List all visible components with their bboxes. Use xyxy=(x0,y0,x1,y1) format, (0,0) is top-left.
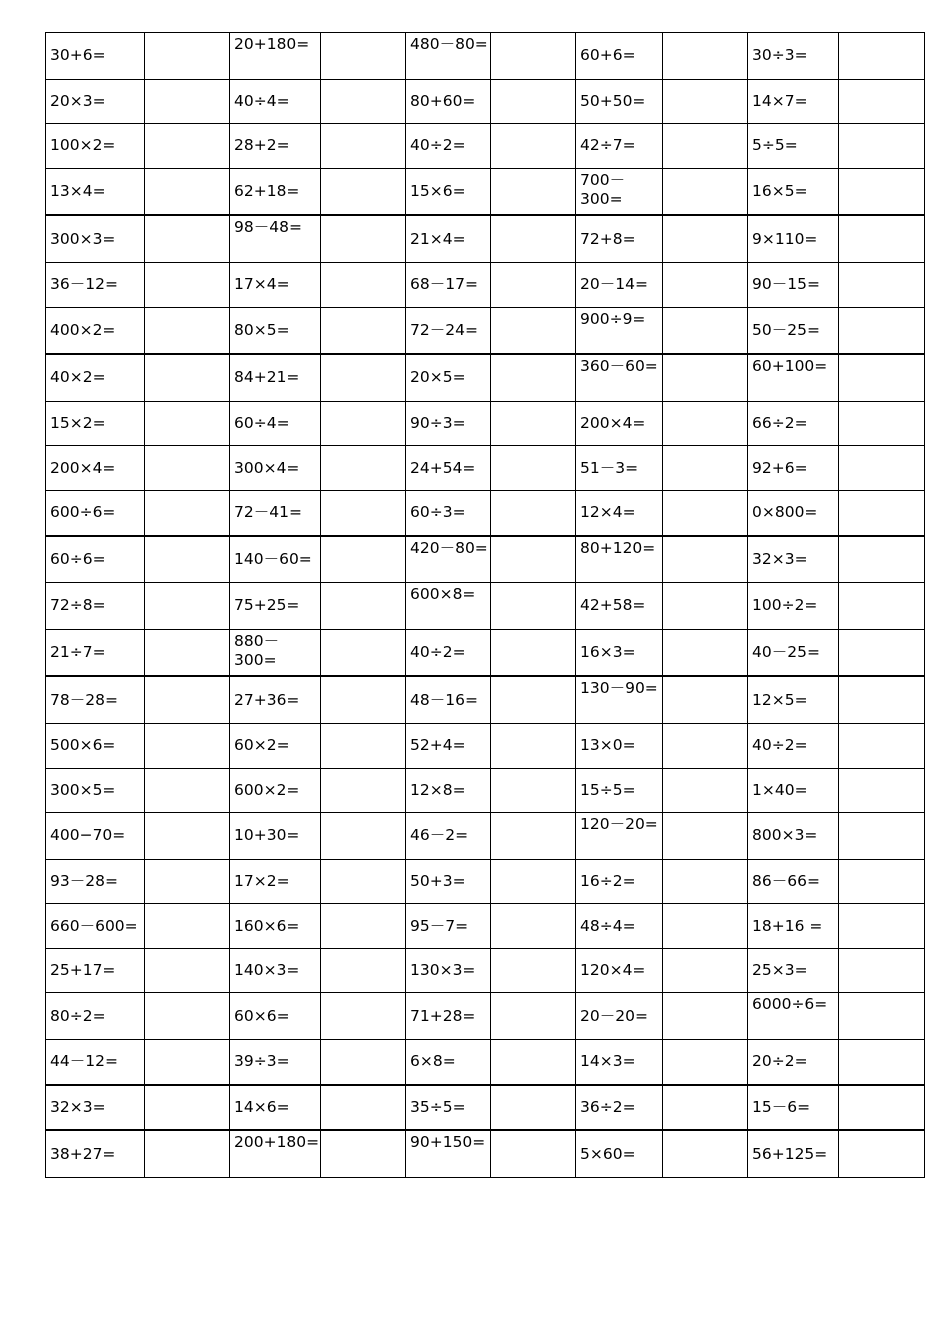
answer-cell[interactable] xyxy=(321,813,406,860)
table-row xyxy=(46,948,925,993)
table-row xyxy=(46,1130,925,1177)
problem-cell: 32×3= xyxy=(46,1085,145,1131)
table-row xyxy=(46,1040,925,1085)
answer-cell[interactable] xyxy=(321,262,406,307)
problem-cell: 800×3= xyxy=(748,813,839,860)
answer-cell[interactable] xyxy=(145,993,230,1040)
arithmetic-worksheet-table xyxy=(45,32,925,1178)
answer-cell[interactable] xyxy=(491,1085,576,1131)
table-row xyxy=(46,1085,925,1131)
answer-cell[interactable] xyxy=(321,1085,406,1131)
problem-cell: 62+18= xyxy=(230,168,321,215)
problem-cell: 20×3= xyxy=(46,79,145,124)
answer-cell[interactable] xyxy=(839,629,925,676)
answer-cell[interactable] xyxy=(839,536,925,583)
problem-cell: 400×2= xyxy=(46,307,145,354)
table-row xyxy=(46,859,925,904)
answer-cell[interactable] xyxy=(839,583,925,630)
problem-cell: 35÷5= xyxy=(406,1085,491,1131)
problem-cell: 16×3= xyxy=(576,629,663,676)
answer-cell[interactable] xyxy=(145,948,230,993)
problem-cell: 75+25= xyxy=(230,583,321,630)
answer-cell[interactable] xyxy=(839,1040,925,1085)
problem-cell: 52+4= xyxy=(406,723,491,768)
answer-cell[interactable] xyxy=(663,168,748,215)
problem-cell: 21÷7= xyxy=(46,629,145,676)
problem-cell: 40÷4= xyxy=(230,79,321,124)
problem-cell: 130×3= xyxy=(406,948,491,993)
problem-cell: 46－2= xyxy=(406,813,491,860)
answer-cell[interactable] xyxy=(145,490,230,535)
problem-cell: 600×8= xyxy=(406,583,491,630)
answer-cell[interactable] xyxy=(663,79,748,124)
table-row xyxy=(46,307,925,354)
answer-cell[interactable] xyxy=(663,262,748,307)
answer-cell[interactable] xyxy=(145,1040,230,1085)
answer-cell[interactable] xyxy=(839,401,925,446)
table-row xyxy=(46,768,925,813)
answer-cell[interactable] xyxy=(321,446,406,491)
problem-cell: 120－20= xyxy=(576,813,663,860)
problem-cell: 80+120= xyxy=(576,536,663,583)
table-row xyxy=(46,33,925,80)
answer-cell[interactable] xyxy=(839,262,925,307)
problem-cell: 90－15= xyxy=(748,262,839,307)
table-row xyxy=(46,813,925,860)
problem-cell: 300×3= xyxy=(46,215,145,262)
problem-cell: 420－80= xyxy=(406,536,491,583)
problem-cell: 71+28= xyxy=(406,993,491,1040)
problem-cell: 17×2= xyxy=(230,859,321,904)
answer-cell[interactable] xyxy=(145,1085,230,1131)
answer-cell[interactable] xyxy=(491,215,576,262)
problem-cell: 50+50= xyxy=(576,79,663,124)
answer-cell[interactable] xyxy=(839,168,925,215)
problem-cell: 160×6= xyxy=(230,904,321,949)
answer-cell[interactable] xyxy=(663,723,748,768)
problem-cell: 9×110= xyxy=(748,215,839,262)
problem-cell: 18+16 = xyxy=(748,904,839,949)
problem-cell: 44－12= xyxy=(46,1040,145,1085)
answer-cell[interactable] xyxy=(491,262,576,307)
answer-cell[interactable] xyxy=(491,948,576,993)
problem-cell: 140×3= xyxy=(230,948,321,993)
answer-cell[interactable] xyxy=(145,1130,230,1177)
problem-cell: 60+100= xyxy=(748,354,839,401)
problem-cell: 51－3= xyxy=(576,446,663,491)
answer-cell[interactable] xyxy=(663,490,748,535)
answer-cell[interactable] xyxy=(321,354,406,401)
problem-cell: 30÷3= xyxy=(748,33,839,80)
answer-cell[interactable] xyxy=(145,307,230,354)
problem-cell: 20－14= xyxy=(576,262,663,307)
answer-cell[interactable] xyxy=(491,536,576,583)
answer-cell[interactable] xyxy=(321,401,406,446)
table-row xyxy=(46,904,925,949)
answer-cell[interactable] xyxy=(663,993,748,1040)
answer-cell[interactable] xyxy=(145,79,230,124)
answer-cell[interactable] xyxy=(663,813,748,860)
answer-cell[interactable] xyxy=(321,490,406,535)
problem-cell: 13×4= xyxy=(46,168,145,215)
answer-cell[interactable] xyxy=(839,124,925,169)
answer-cell[interactable] xyxy=(145,446,230,491)
answer-cell[interactable] xyxy=(491,446,576,491)
answer-cell[interactable] xyxy=(663,401,748,446)
answer-cell[interactable] xyxy=(491,993,576,1040)
problem-cell: 72+8= xyxy=(576,215,663,262)
problem-cell: 60+6= xyxy=(576,33,663,80)
table-row xyxy=(46,993,925,1040)
problem-cell: 6×8= xyxy=(406,1040,491,1085)
answer-cell[interactable] xyxy=(663,904,748,949)
answer-cell[interactable] xyxy=(321,1130,406,1177)
problem-cell: 16×5= xyxy=(748,168,839,215)
answer-cell[interactable] xyxy=(839,859,925,904)
answer-cell[interactable] xyxy=(321,768,406,813)
answer-cell[interactable] xyxy=(321,536,406,583)
answer-cell[interactable] xyxy=(321,676,406,723)
problem-cell: 24+54= xyxy=(406,446,491,491)
problem-cell: 72－24= xyxy=(406,307,491,354)
problem-cell: 90÷3= xyxy=(406,401,491,446)
answer-cell[interactable] xyxy=(663,676,748,723)
answer-cell[interactable] xyxy=(491,676,576,723)
problem-cell: 600×2= xyxy=(230,768,321,813)
problem-cell: 14×7= xyxy=(748,79,839,124)
answer-cell[interactable] xyxy=(491,33,576,80)
problem-cell: 360－60= xyxy=(576,354,663,401)
problem-cell: 15－6= xyxy=(748,1085,839,1131)
answer-cell[interactable] xyxy=(321,993,406,1040)
answer-cell[interactable] xyxy=(663,124,748,169)
problem-cell: 25×3= xyxy=(748,948,839,993)
problem-cell: 27+36= xyxy=(230,676,321,723)
answer-cell[interactable] xyxy=(491,354,576,401)
answer-cell[interactable] xyxy=(321,583,406,630)
table-row xyxy=(46,215,925,262)
answer-cell[interactable] xyxy=(491,583,576,630)
problem-cell: 60÷4= xyxy=(230,401,321,446)
answer-cell[interactable] xyxy=(663,446,748,491)
problem-cell: 48－16= xyxy=(406,676,491,723)
problem-cell: 80+60= xyxy=(406,79,491,124)
problem-cell: 40－25= xyxy=(748,629,839,676)
problem-cell: 130－90= xyxy=(576,676,663,723)
problem-cell: 1×40= xyxy=(748,768,839,813)
answer-cell[interactable] xyxy=(663,1040,748,1085)
problem-cell: 16÷2= xyxy=(576,859,663,904)
answer-cell[interactable] xyxy=(145,168,230,215)
problem-cell: 15×6= xyxy=(406,168,491,215)
problem-cell: 300×5= xyxy=(46,768,145,813)
problem-cell: 120×4= xyxy=(576,948,663,993)
problem-cell: 140－60= xyxy=(230,536,321,583)
problem-cell: 60÷3= xyxy=(406,490,491,535)
problem-cell: 25+17= xyxy=(46,948,145,993)
problem-cell: 39÷3= xyxy=(230,1040,321,1085)
problem-cell: 200+180= xyxy=(230,1130,321,1177)
problem-cell: 48÷4= xyxy=(576,904,663,949)
answer-cell[interactable] xyxy=(145,354,230,401)
problem-cell: 90+150= xyxy=(406,1130,491,1177)
answer-cell[interactable] xyxy=(839,723,925,768)
table-row xyxy=(46,629,925,676)
problem-cell: 93－28= xyxy=(46,859,145,904)
table-row xyxy=(46,490,925,535)
answer-cell[interactable] xyxy=(663,583,748,630)
problem-cell: 36－12= xyxy=(46,262,145,307)
answer-cell[interactable] xyxy=(839,490,925,535)
answer-cell[interactable] xyxy=(145,629,230,676)
problem-cell: 20×5= xyxy=(406,354,491,401)
problem-cell: 40÷2= xyxy=(406,124,491,169)
answer-cell[interactable] xyxy=(321,723,406,768)
answer-cell[interactable] xyxy=(839,307,925,354)
problem-cell: 15×2= xyxy=(46,401,145,446)
answer-cell[interactable] xyxy=(663,354,748,401)
answer-cell[interactable] xyxy=(145,813,230,860)
table-row xyxy=(46,536,925,583)
answer-cell[interactable] xyxy=(839,1085,925,1131)
answer-cell[interactable] xyxy=(839,446,925,491)
problem-cell: 100÷2= xyxy=(748,583,839,630)
answer-cell[interactable] xyxy=(321,124,406,169)
problem-cell: 84+21= xyxy=(230,354,321,401)
table-row xyxy=(46,583,925,630)
problem-cell: 86－66= xyxy=(748,859,839,904)
answer-cell[interactable] xyxy=(321,629,406,676)
problem-cell: 36÷2= xyxy=(576,1085,663,1131)
answer-cell[interactable] xyxy=(839,215,925,262)
problem-cell: 12×5= xyxy=(748,676,839,723)
answer-cell[interactable] xyxy=(145,676,230,723)
problem-cell: 28+2= xyxy=(230,124,321,169)
problem-cell: 12×8= xyxy=(406,768,491,813)
answer-cell[interactable] xyxy=(491,859,576,904)
table-row xyxy=(46,262,925,307)
table-row xyxy=(46,446,925,491)
answer-cell[interactable] xyxy=(663,1130,748,1177)
answer-cell[interactable] xyxy=(663,1085,748,1131)
answer-cell[interactable] xyxy=(145,859,230,904)
answer-cell[interactable] xyxy=(145,904,230,949)
table-row xyxy=(46,354,925,401)
problem-cell: 12×4= xyxy=(576,490,663,535)
answer-cell[interactable] xyxy=(145,124,230,169)
answer-cell[interactable] xyxy=(491,490,576,535)
problem-cell: 700－300= xyxy=(576,168,663,215)
table-row xyxy=(46,168,925,215)
answer-cell[interactable] xyxy=(491,168,576,215)
answer-cell[interactable] xyxy=(839,948,925,993)
problem-cell: 200×4= xyxy=(46,446,145,491)
problem-cell: 0×800= xyxy=(748,490,839,535)
problem-cell: 40÷2= xyxy=(406,629,491,676)
answer-cell[interactable] xyxy=(839,813,925,860)
answer-cell[interactable] xyxy=(491,401,576,446)
answer-cell[interactable] xyxy=(491,307,576,354)
problem-cell: 98－48= xyxy=(230,215,321,262)
answer-cell[interactable] xyxy=(491,124,576,169)
problem-cell: 42+58= xyxy=(576,583,663,630)
answer-cell[interactable] xyxy=(839,33,925,80)
answer-cell[interactable] xyxy=(145,536,230,583)
answer-cell[interactable] xyxy=(839,904,925,949)
answer-cell[interactable] xyxy=(491,904,576,949)
answer-cell[interactable] xyxy=(321,79,406,124)
answer-cell[interactable] xyxy=(839,768,925,813)
problem-cell: 900÷9= xyxy=(576,307,663,354)
answer-cell[interactable] xyxy=(491,1130,576,1177)
problem-cell: 21×4= xyxy=(406,215,491,262)
problem-cell: 880－300= xyxy=(230,629,321,676)
answer-cell[interactable] xyxy=(663,629,748,676)
problem-cell: 50+3= xyxy=(406,859,491,904)
problem-cell: 14×6= xyxy=(230,1085,321,1131)
answer-cell[interactable] xyxy=(491,629,576,676)
answer-cell[interactable] xyxy=(145,583,230,630)
problem-cell: 200×4= xyxy=(576,401,663,446)
problem-cell: 80÷2= xyxy=(46,993,145,1040)
answer-cell[interactable] xyxy=(145,723,230,768)
answer-cell[interactable] xyxy=(491,1040,576,1085)
answer-cell[interactable] xyxy=(839,676,925,723)
answer-cell[interactable] xyxy=(839,1130,925,1177)
problem-cell: 300×4= xyxy=(230,446,321,491)
answer-cell[interactable] xyxy=(321,168,406,215)
problem-cell: 6000÷6= xyxy=(748,993,839,1040)
problem-cell: 40÷2= xyxy=(748,723,839,768)
problem-cell: 17×4= xyxy=(230,262,321,307)
answer-cell[interactable] xyxy=(145,215,230,262)
answer-cell[interactable] xyxy=(663,948,748,993)
problem-cell: 15÷5= xyxy=(576,768,663,813)
problem-cell: 500×6= xyxy=(46,723,145,768)
answer-cell[interactable] xyxy=(321,307,406,354)
answer-cell[interactable] xyxy=(145,262,230,307)
answer-cell[interactable] xyxy=(491,813,576,860)
answer-cell[interactable] xyxy=(321,215,406,262)
problem-cell: 60÷6= xyxy=(46,536,145,583)
table-row xyxy=(46,676,925,723)
problem-cell: 100×2= xyxy=(46,124,145,169)
answer-cell[interactable] xyxy=(663,307,748,354)
answer-cell[interactable] xyxy=(839,354,925,401)
table-row xyxy=(46,401,925,446)
answer-cell[interactable] xyxy=(839,79,925,124)
problem-cell: 72÷8= xyxy=(46,583,145,630)
problem-cell: 78－28= xyxy=(46,676,145,723)
problem-cell: 72－41= xyxy=(230,490,321,535)
answer-cell[interactable] xyxy=(491,723,576,768)
problem-cell: 10+30= xyxy=(230,813,321,860)
answer-cell[interactable] xyxy=(663,215,748,262)
problem-cell: 13×0= xyxy=(576,723,663,768)
answer-cell[interactable] xyxy=(663,536,748,583)
answer-cell[interactable] xyxy=(491,79,576,124)
problem-cell: 600÷6= xyxy=(46,490,145,535)
table-row xyxy=(46,124,925,169)
problem-cell: 40×2= xyxy=(46,354,145,401)
answer-cell[interactable] xyxy=(839,993,925,1040)
problem-cell: 20－20= xyxy=(576,993,663,1040)
table-row xyxy=(46,723,925,768)
problem-cell: 92+6= xyxy=(748,446,839,491)
table-row xyxy=(46,79,925,124)
answer-cell[interactable] xyxy=(145,401,230,446)
answer-cell[interactable] xyxy=(663,33,748,80)
problem-cell: 60×6= xyxy=(230,993,321,1040)
answer-cell[interactable] xyxy=(663,859,748,904)
problem-cell: 60×2= xyxy=(230,723,321,768)
problem-cell: 32×3= xyxy=(748,536,839,583)
problem-cell: 42÷7= xyxy=(576,124,663,169)
answer-cell[interactable] xyxy=(321,859,406,904)
answer-cell[interactable] xyxy=(321,904,406,949)
problem-cell: 5÷5= xyxy=(748,124,839,169)
problem-cell: 38+27= xyxy=(46,1130,145,1177)
problem-cell: 20÷2= xyxy=(748,1040,839,1085)
problem-cell: 14×3= xyxy=(576,1040,663,1085)
answer-cell[interactable] xyxy=(321,33,406,80)
answer-cell[interactable] xyxy=(491,768,576,813)
problem-cell: 660－600= xyxy=(46,904,145,949)
problem-cell: 400−70= xyxy=(46,813,145,860)
answer-cell[interactable] xyxy=(663,768,748,813)
problem-cell: 50－25= xyxy=(748,307,839,354)
problem-cell: 5×60= xyxy=(576,1130,663,1177)
problem-cell: 20+180= xyxy=(230,33,321,80)
problem-cell: 95－7= xyxy=(406,904,491,949)
answer-cell[interactable] xyxy=(145,768,230,813)
problem-cell: 80×5= xyxy=(230,307,321,354)
problem-cell: 30+6= xyxy=(46,33,145,80)
problem-cell: 480－80= xyxy=(406,33,491,80)
answer-cell[interactable] xyxy=(321,948,406,993)
problem-cell: 56+125= xyxy=(748,1130,839,1177)
answer-cell[interactable] xyxy=(321,1040,406,1085)
problem-cell: 68－17= xyxy=(406,262,491,307)
answer-cell[interactable] xyxy=(145,33,230,80)
problem-cell: 66÷2= xyxy=(748,401,839,446)
